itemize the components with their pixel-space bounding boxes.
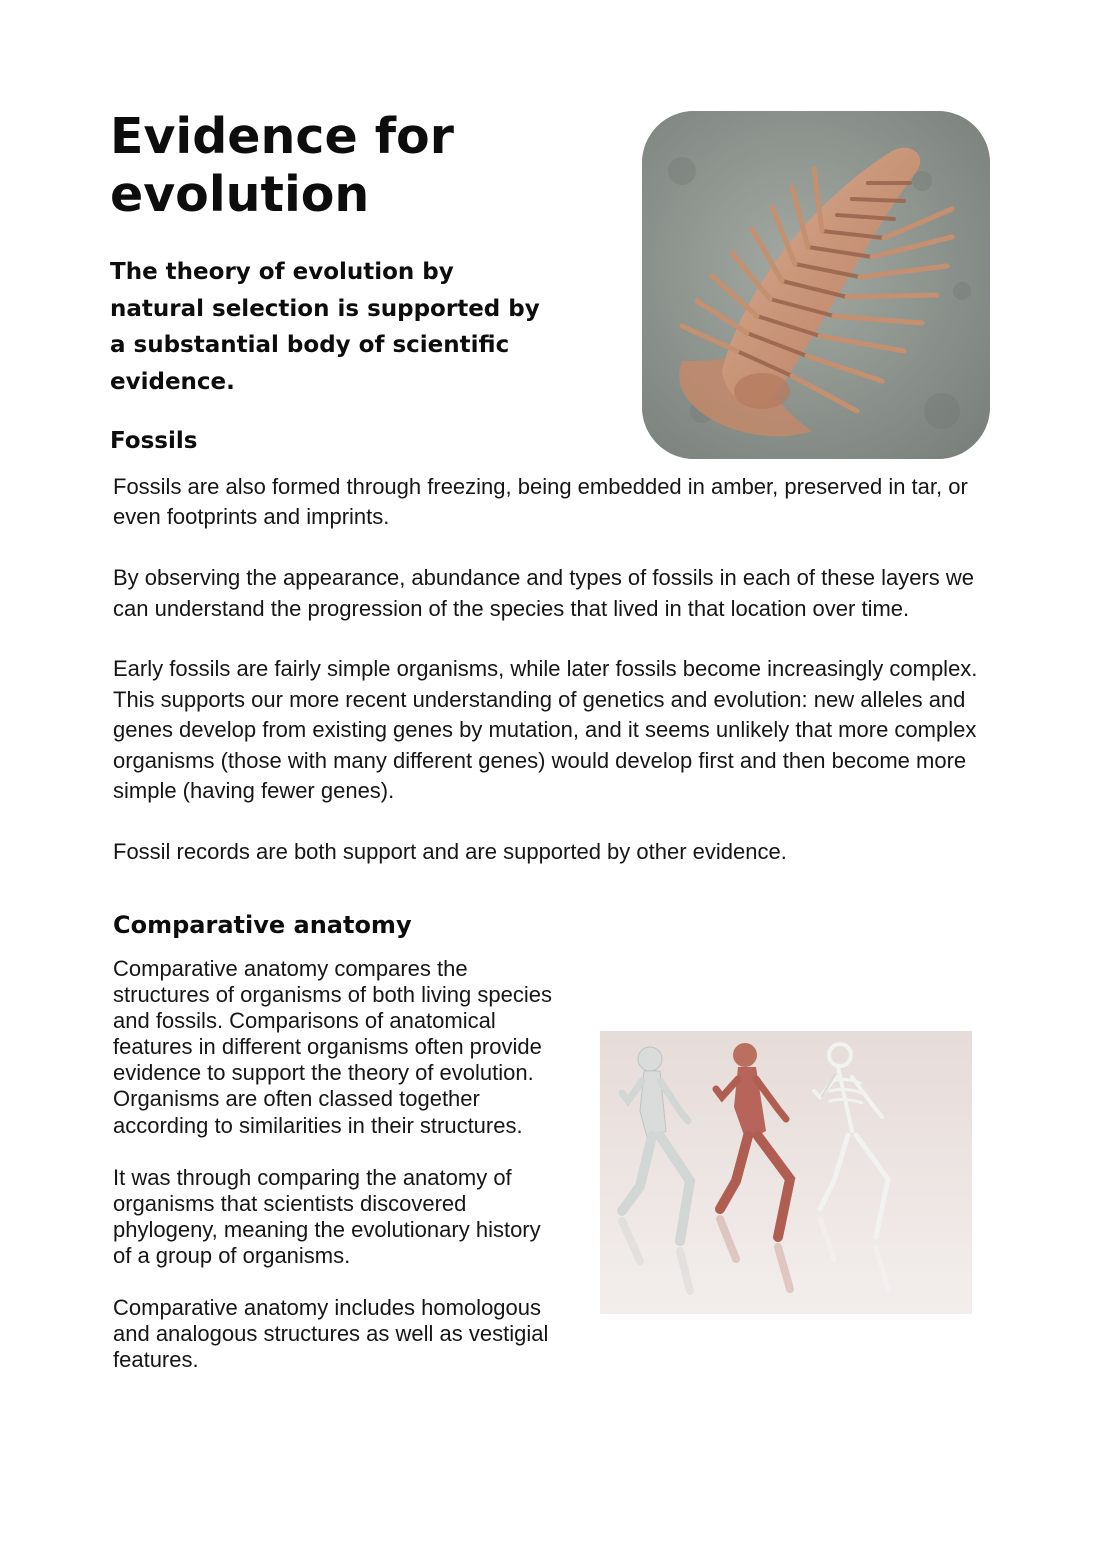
fossils-paragraph: Fossil records are both support and are supported by other evidence.: [113, 838, 787, 864]
fossils-body: [113, 472, 993, 898]
anatomy-paragraph: Comparative anatomy compares the structures of organisms of both living species and fossils. Comparisons of anatomical features in different organisms often provide evidence to support the theory of evolution. Organisms are often classed together according to similarities in their structures.: [113, 956, 552, 1138]
page-title: Evidence for evolution: [110, 108, 454, 223]
comparative-anatomy-heading: Comparative anatomy: [113, 911, 412, 939]
fossils-paragraph: Early fossils are fairly simple organisms, while later fossils become increasingly complex. This supports our more recent understanding of genetics and evolution: new alleles and genes develop from existing genes by mutation, and it seems unlikely that more complex organisms (those with many different genes) would develop first and then become more simple (having fewer genes).: [113, 656, 978, 804]
fossils-paragraph: Fossils are also formed through freezing, being embedded in amber, preserved in tar, or even footprints and imprints.: [113, 474, 968, 530]
fossils-paragraph: By observing the appearance, abundance and types of fossils in each of these layers we can understand the progression of the species that lived in that location over time.: [113, 565, 974, 621]
trilobite-fossil-image: [642, 111, 990, 459]
lead-paragraph: The theory of evolution by natural selection is supported by a substantial body of scientific evidence.: [110, 259, 540, 395]
anatomy-paragraph: It was through comparing the anatomy of organisms that scientists discovered phylogeny, meaning the evolutionary history of a group of organisms.: [113, 1164, 541, 1269]
trilobite-icon: [642, 111, 990, 459]
running-figures-icon: [600, 1031, 972, 1314]
running-anatomy-image: [600, 1031, 972, 1314]
fossils-heading: Fossils: [110, 428, 198, 454]
comparative-anatomy-body: [113, 956, 553, 1400]
anatomy-paragraph: Comparative anatomy includes homologous and analogous structures as well as vestigial features.: [113, 1295, 549, 1373]
